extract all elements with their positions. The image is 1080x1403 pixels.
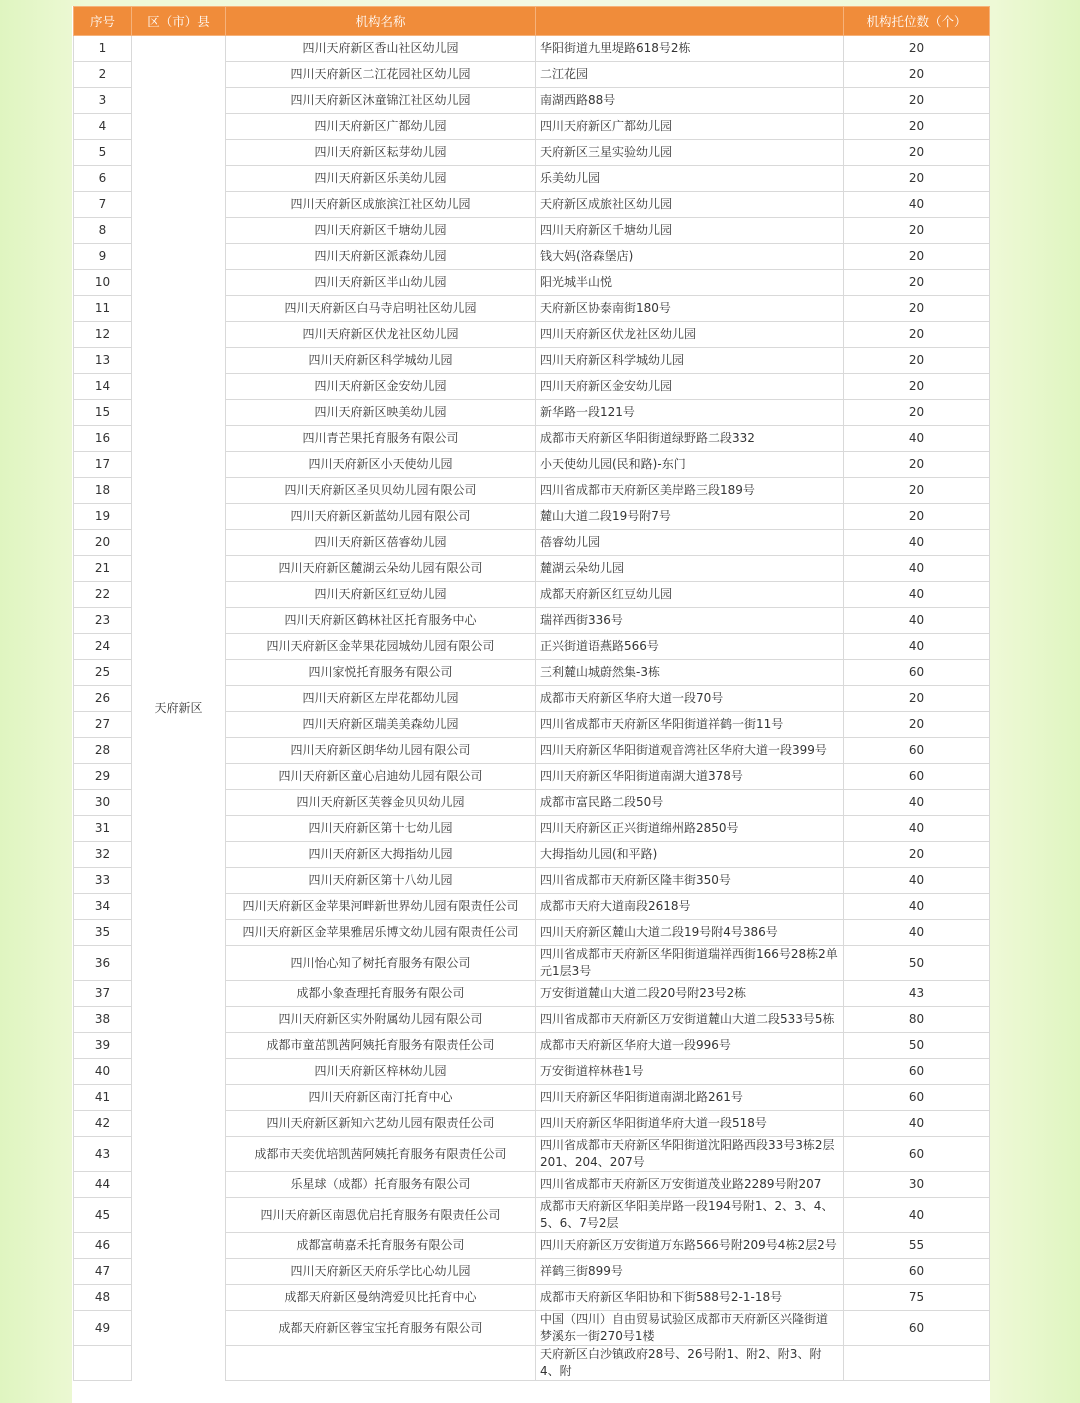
institution-name: 四川天府新区第十七幼儿园 <box>226 816 536 842</box>
institution-name: 四川天府新区新蓝幼儿园有限公司 <box>226 504 536 530</box>
institution-name: 四川天府新区香山社区幼儿园 <box>226 36 536 62</box>
row-number: 25 <box>74 660 132 686</box>
institution-address: 四川天府新区华阳街道观音湾社区华府大道一段399号 <box>536 738 844 764</box>
bed-count: 40 <box>844 530 990 556</box>
bed-count: 60 <box>844 1137 990 1172</box>
row-number: 40 <box>74 1059 132 1085</box>
institution-name: 四川天府新区沐童锦江社区幼儿园 <box>226 88 536 114</box>
institution-name: 四川天府新区派森幼儿园 <box>226 244 536 270</box>
institution-address: 成都市天府新区华阳街道绿野路二段332 <box>536 426 844 452</box>
row-number: 24 <box>74 634 132 660</box>
institution-address: 蓓睿幼儿园 <box>536 530 844 556</box>
row-number: 15 <box>74 400 132 426</box>
bed-count: 20 <box>844 296 990 322</box>
institution-name: 四川天府新区白马寺启明社区幼儿园 <box>226 296 536 322</box>
bed-count <box>844 1346 990 1381</box>
institution-address: 天府新区成旅社区幼儿园 <box>536 192 844 218</box>
row-number: 48 <box>74 1285 132 1311</box>
institution-address: 小天使幼儿园(民和路)-东门 <box>536 452 844 478</box>
bed-count: 20 <box>844 114 990 140</box>
bed-count: 60 <box>844 738 990 764</box>
institution-name: 四川天府新区朗华幼儿园有限公司 <box>226 738 536 764</box>
header-beds: 机构托位数（个） <box>844 7 990 36</box>
bed-count: 75 <box>844 1285 990 1311</box>
bed-count: 20 <box>844 452 990 478</box>
institution-name: 四川天府新区成旅滨江社区幼儿园 <box>226 192 536 218</box>
institution-address: 四川省成都市天府新区万安街道麓山大道二段533号5栋 <box>536 1007 844 1033</box>
row-number: 4 <box>74 114 132 140</box>
institution-address: 四川省成都市天府新区华阳街道祥鹤一街11号 <box>536 712 844 738</box>
institution-address: 四川省成都市天府新区华阳街道瑞祥西街166号28栋2单元1层3号 <box>536 946 844 981</box>
bed-count: 60 <box>844 1311 990 1346</box>
bed-count: 20 <box>844 504 990 530</box>
row-number: 14 <box>74 374 132 400</box>
bed-count: 30 <box>844 1172 990 1198</box>
institution-address: 四川天府新区麓山大道二段19号附4号386号 <box>536 920 844 946</box>
bed-count: 60 <box>844 1085 990 1111</box>
institution-name: 四川天府新区金苹果河畔新世界幼儿园有限责任公司 <box>226 894 536 920</box>
row-number: 13 <box>74 348 132 374</box>
institution-address: 成都市天府新区华府大道一段996号 <box>536 1033 844 1059</box>
institution-name: 四川青芒果托育服务有限公司 <box>226 426 536 452</box>
institution-name: 成都天府新区蓉宝宝托育服务有限公司 <box>226 1311 536 1346</box>
row-number: 39 <box>74 1033 132 1059</box>
institution-name: 四川天府新区二江花园社区幼儿园 <box>226 62 536 88</box>
bed-count: 40 <box>844 608 990 634</box>
row-number <box>74 1346 132 1381</box>
bed-count: 20 <box>844 140 990 166</box>
bed-count: 40 <box>844 426 990 452</box>
institution-name: 四川天府新区梓林幼儿园 <box>226 1059 536 1085</box>
bed-count: 20 <box>844 36 990 62</box>
header-address <box>536 7 844 36</box>
row-number: 34 <box>74 894 132 920</box>
institution-address: 万安街道麓山大道二段20号附23号2栋 <box>536 981 844 1007</box>
bed-count: 40 <box>844 192 990 218</box>
row-number: 19 <box>74 504 132 530</box>
institution-name: 四川天府新区南汀托育中心 <box>226 1085 536 1111</box>
header-district: 区（市）县 <box>132 7 226 36</box>
bed-count: 60 <box>844 1259 990 1285</box>
institution-address: 四川天府新区广都幼儿园 <box>536 114 844 140</box>
bed-count: 40 <box>844 868 990 894</box>
row-number: 7 <box>74 192 132 218</box>
row-number: 36 <box>74 946 132 981</box>
institution-name: 四川天府新区红豆幼儿园 <box>226 582 536 608</box>
institution-name: 四川天府新区小天使幼儿园 <box>226 452 536 478</box>
bed-count: 40 <box>844 1198 990 1233</box>
institution-address: 四川天府新区伏龙社区幼儿园 <box>536 322 844 348</box>
institution-name: 成都市童茁凯茜阿姨托育服务有限责任公司 <box>226 1033 536 1059</box>
institution-address: 南湖西路88号 <box>536 88 844 114</box>
row-number: 43 <box>74 1137 132 1172</box>
institution-name: 四川天府新区广都幼儿园 <box>226 114 536 140</box>
bed-count: 40 <box>844 920 990 946</box>
bed-count: 60 <box>844 764 990 790</box>
row-number: 12 <box>74 322 132 348</box>
institution-name: 四川天府新区左岸花都幼儿园 <box>226 686 536 712</box>
institution-name: 四川天府新区半山幼儿园 <box>226 270 536 296</box>
institution-address: 四川省成都市天府新区隆丰街350号 <box>536 868 844 894</box>
row-number: 23 <box>74 608 132 634</box>
bed-count: 40 <box>844 634 990 660</box>
table-header-row <box>74 7 990 36</box>
row-number: 18 <box>74 478 132 504</box>
bed-count: 20 <box>844 270 990 296</box>
bed-count: 20 <box>844 348 990 374</box>
institution-address: 麓湖云朵幼儿园 <box>536 556 844 582</box>
institution-address: 钱大妈(洛森堡店) <box>536 244 844 270</box>
row-number: 44 <box>74 1172 132 1198</box>
bed-count: 40 <box>844 556 990 582</box>
row-number: 33 <box>74 868 132 894</box>
institution-address: 成都市天府新区华阳协和下街588号2-1-18号 <box>536 1285 844 1311</box>
header-name: 机构名称 <box>226 7 536 36</box>
row-number: 49 <box>74 1311 132 1346</box>
institution-address: 四川天府新区千塘幼儿园 <box>536 218 844 244</box>
bed-count: 20 <box>844 686 990 712</box>
institution-name: 四川天府新区金苹果雅居乐博文幼儿园有限责任公司 <box>226 920 536 946</box>
district-cell: 天府新区 <box>132 36 226 1381</box>
institution-address: 成都市天府大道南段2618号 <box>536 894 844 920</box>
institution-address: 四川天府新区华阳街道华府大道一段518号 <box>536 1111 844 1137</box>
institution-name: 成都小象查理托育服务有限公司 <box>226 981 536 1007</box>
bed-count: 20 <box>844 478 990 504</box>
bed-count: 50 <box>844 1033 990 1059</box>
institution-address: 四川天府新区金安幼儿园 <box>536 374 844 400</box>
institution-address: 成都市天府新区华阳美岸路一段194号附1、2、3、4、5、6、7号2层 <box>536 1198 844 1233</box>
institution-address: 麓山大道二段19号附7号 <box>536 504 844 530</box>
institution-name: 四川天府新区圣贝贝幼儿园有限公司 <box>226 478 536 504</box>
bed-count: 20 <box>844 842 990 868</box>
institution-name: 四川天府新区伏龙社区幼儿园 <box>226 322 536 348</box>
institution-address: 天府新区协泰南街180号 <box>536 296 844 322</box>
row-number: 9 <box>74 244 132 270</box>
row-number: 6 <box>74 166 132 192</box>
institution-address: 成都天府新区红豆幼儿园 <box>536 582 844 608</box>
row-number: 27 <box>74 712 132 738</box>
row-number: 8 <box>74 218 132 244</box>
bed-count: 20 <box>844 712 990 738</box>
institution-address: 阳光城半山悦 <box>536 270 844 296</box>
institution-name: 四川天府新区瑞美美森幼儿园 <box>226 712 536 738</box>
bed-count: 40 <box>844 790 990 816</box>
row-number: 21 <box>74 556 132 582</box>
institution-address: 四川天府新区华阳街道南湖大道378号 <box>536 764 844 790</box>
institution-name: 四川天府新区鹤林社区托育服务中心 <box>226 608 536 634</box>
row-number: 17 <box>74 452 132 478</box>
institution-name: 四川天府新区芙蓉金贝贝幼儿园 <box>226 790 536 816</box>
bed-count: 43 <box>844 981 990 1007</box>
institution-address: 中国（四川）自由贸易试验区成都市天府新区兴隆街道梦溪东一街270号1楼 <box>536 1311 844 1346</box>
institution-address: 二江花园 <box>536 62 844 88</box>
institution-address: 华阳街道九里堤路618号2栋 <box>536 36 844 62</box>
institution-address: 天府新区白沙镇政府28号、26号附1、附2、附3、附4、附 <box>536 1346 844 1381</box>
row-number: 5 <box>74 140 132 166</box>
institution-name: 四川天府新区麓湖云朵幼儿园有限公司 <box>226 556 536 582</box>
bed-count: 40 <box>844 894 990 920</box>
institution-address: 四川天府新区万安街道万东路566号附209号4栋2层2号 <box>536 1233 844 1259</box>
institution-address: 四川省成都市天府新区美岸路三段189号 <box>536 478 844 504</box>
row-number: 11 <box>74 296 132 322</box>
row-number: 1 <box>74 36 132 62</box>
institution-name: 四川天府新区天府乐学比心幼儿园 <box>226 1259 536 1285</box>
bed-count: 60 <box>844 1059 990 1085</box>
institution-name: 成都市天奕优培凯茜阿姨托育服务有限责任公司 <box>226 1137 536 1172</box>
institution-name: 成都富萌嘉禾托育服务有限公司 <box>226 1233 536 1259</box>
bed-count: 40 <box>844 1111 990 1137</box>
institution-name: 四川怡心知了树托育服务有限公司 <box>226 946 536 981</box>
bed-count: 20 <box>844 244 990 270</box>
institution-address: 四川天府新区科学城幼儿园 <box>536 348 844 374</box>
institution-address: 瑞祥西街336号 <box>536 608 844 634</box>
institution-name: 四川天府新区千塘幼儿园 <box>226 218 536 244</box>
institution-address: 乐美幼儿园 <box>536 166 844 192</box>
bed-count: 55 <box>844 1233 990 1259</box>
bed-count: 20 <box>844 322 990 348</box>
institution-name: 四川天府新区科学城幼儿园 <box>226 348 536 374</box>
bed-count: 20 <box>844 166 990 192</box>
institution-address: 成都市天府新区华府大道一段70号 <box>536 686 844 712</box>
institution-address: 万安街道梓林巷1号 <box>536 1059 844 1085</box>
bed-count: 40 <box>844 816 990 842</box>
bed-count: 20 <box>844 374 990 400</box>
bed-count: 20 <box>844 218 990 244</box>
institution-name <box>226 1346 536 1381</box>
row-number: 32 <box>74 842 132 868</box>
row-number: 2 <box>74 62 132 88</box>
row-number: 26 <box>74 686 132 712</box>
row-number: 30 <box>74 790 132 816</box>
institution-address: 天府新区三星实验幼儿园 <box>536 140 844 166</box>
bed-count: 80 <box>844 1007 990 1033</box>
institution-address: 新华路一段121号 <box>536 400 844 426</box>
bed-count: 40 <box>844 582 990 608</box>
bed-count: 60 <box>844 660 990 686</box>
childcare-institution-table <box>73 6 990 1381</box>
header-no: 序号 <box>74 7 132 36</box>
institution-name: 四川天府新区大拇指幼儿园 <box>226 842 536 868</box>
institution-name: 四川家悦托育服务有限公司 <box>226 660 536 686</box>
institution-address: 正兴街道语燕路566号 <box>536 634 844 660</box>
bed-count: 20 <box>844 62 990 88</box>
institution-name: 四川天府新区第十八幼儿园 <box>226 868 536 894</box>
institution-name: 四川天府新区乐美幼儿园 <box>226 166 536 192</box>
row-number: 10 <box>74 270 132 296</box>
row-number: 35 <box>74 920 132 946</box>
institution-address: 成都市富民路二段50号 <box>536 790 844 816</box>
institution-name: 四川天府新区映美幼儿园 <box>226 400 536 426</box>
row-number: 45 <box>74 1198 132 1233</box>
institution-name: 四川天府新区童心启迪幼儿园有限公司 <box>226 764 536 790</box>
table-body <box>74 36 990 1381</box>
table-row <box>74 36 990 62</box>
institution-name: 四川天府新区金苹果花园城幼儿园有限公司 <box>226 634 536 660</box>
institution-name: 四川天府新区蓓睿幼儿园 <box>226 530 536 556</box>
row-number: 42 <box>74 1111 132 1137</box>
institution-address: 祥鹤三街899号 <box>536 1259 844 1285</box>
row-number: 37 <box>74 981 132 1007</box>
row-number: 22 <box>74 582 132 608</box>
row-number: 38 <box>74 1007 132 1033</box>
institution-address: 四川省成都市天府新区万安街道茂业路2289号附207 <box>536 1172 844 1198</box>
institution-name: 四川天府新区南恩优启托育服务有限责任公司 <box>226 1198 536 1233</box>
bed-count: 50 <box>844 946 990 981</box>
institution-address: 四川省成都市天府新区华阳街道沈阳路西段33号3栋2层201、204、207号 <box>536 1137 844 1172</box>
row-number: 16 <box>74 426 132 452</box>
bed-count: 20 <box>844 88 990 114</box>
row-number: 3 <box>74 88 132 114</box>
row-number: 46 <box>74 1233 132 1259</box>
institution-address: 四川天府新区正兴街道绵州路2850号 <box>536 816 844 842</box>
institution-name: 乐星球（成都）托育服务有限公司 <box>226 1172 536 1198</box>
institution-address: 大拇指幼儿园(和平路) <box>536 842 844 868</box>
row-number: 41 <box>74 1085 132 1111</box>
institution-name: 四川天府新区金安幼儿园 <box>226 374 536 400</box>
institution-name: 四川天府新区耘芽幼儿园 <box>226 140 536 166</box>
bed-count: 20 <box>844 400 990 426</box>
row-number: 47 <box>74 1259 132 1285</box>
institution-name: 四川天府新区实外附属幼儿园有限公司 <box>226 1007 536 1033</box>
row-number: 20 <box>74 530 132 556</box>
institution-address: 三利麓山城蔚然集-3栋 <box>536 660 844 686</box>
institution-address: 四川天府新区华阳街道南湖北路261号 <box>536 1085 844 1111</box>
row-number: 31 <box>74 816 132 842</box>
institution-name: 四川天府新区新知六艺幼儿园有限责任公司 <box>226 1111 536 1137</box>
row-number: 29 <box>74 764 132 790</box>
institution-name: 成都天府新区曼纳湾爱贝比托育中心 <box>226 1285 536 1311</box>
row-number: 28 <box>74 738 132 764</box>
document-sheet <box>72 6 990 1403</box>
